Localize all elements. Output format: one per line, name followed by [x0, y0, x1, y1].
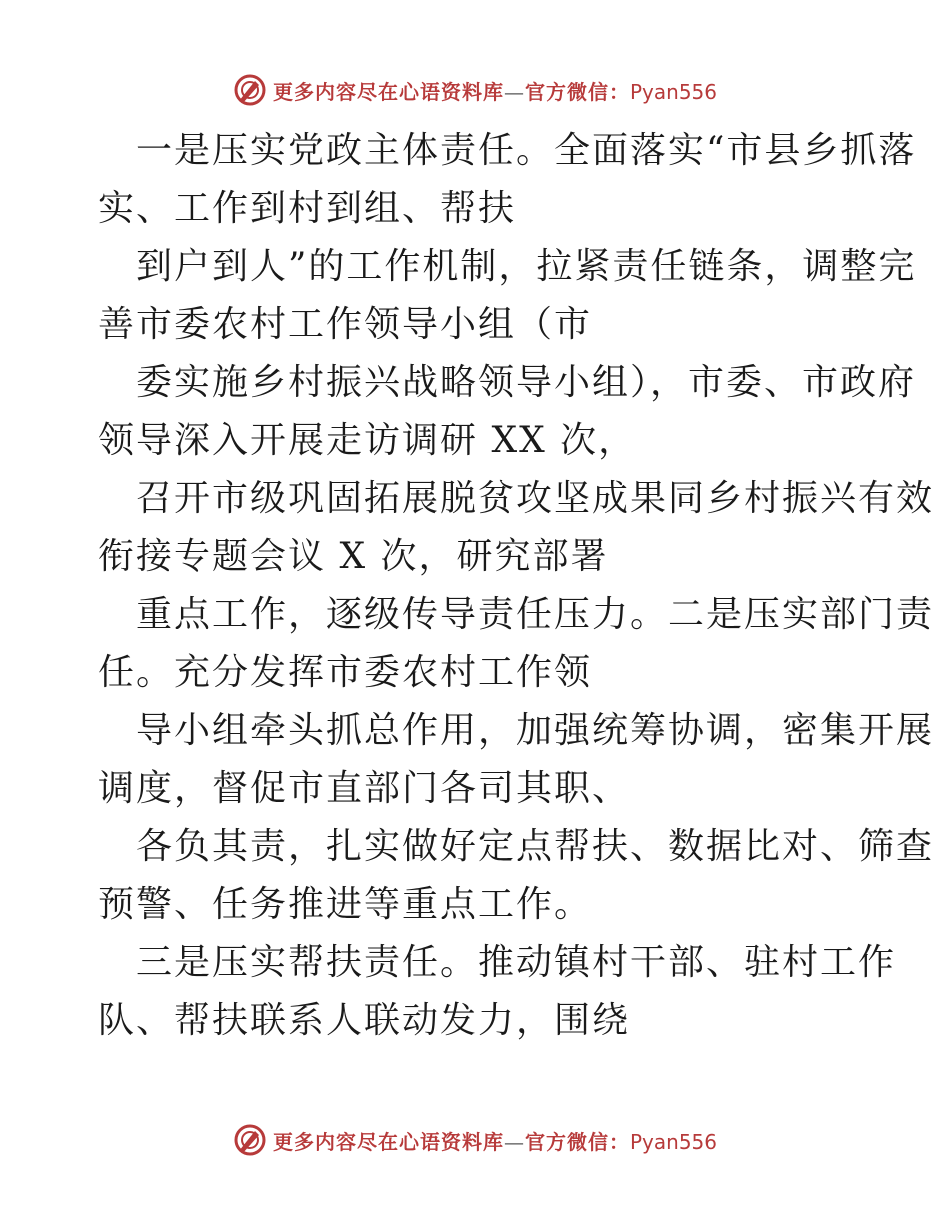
text-line: 实、工作到村到组、帮扶 [98, 188, 517, 229]
text-line: 领导深入开展走访调研 XX 次， [98, 420, 637, 461]
text-line: 到户到人”的工作机制，拉紧责任链条，调整完 [136, 246, 917, 287]
header-watermark [0, 70, 950, 110]
text-line: 导小组牵头抓总作用，加强统筹协调，密集开展 [136, 710, 935, 751]
text-line: 各负其责，扎实做好定点帮扶、数据比对、筛查 [136, 826, 935, 867]
text-line: 一是压实党政主体责任。全面落实“市县乡抓落 [136, 130, 917, 171]
watermark-text: 更多内容尽在心语资料库—官方微信：Pyan556 [272, 1129, 717, 1154]
text-line: 队、帮扶联系人联动发力，围绕 [98, 1000, 631, 1041]
pen-logo-icon [233, 1123, 267, 1157]
footer-watermark [0, 1120, 950, 1160]
text-line: 委实施乡村振兴战略领导小组），市委、市政府 [136, 362, 917, 403]
watermark-text: 更多内容尽在心语资料库—官方微信：Pyan556 [272, 79, 717, 104]
text-line: 任。充分发挥市委农村工作领 [98, 652, 593, 693]
text-line: 重点工作，逐级传导责任压力。二是压实部门责 [136, 594, 935, 635]
text-line: 善市委农村工作领导小组（市 [98, 304, 593, 345]
text-line: 三是压实帮扶责任。推动镇村干部、驻村工作 [136, 942, 897, 983]
text-line: 调度，督促市直部门各司其职、 [98, 768, 631, 809]
document-body [98, 122, 935, 1050]
text-line: 预警、任务推进等重点工作。 [98, 884, 593, 925]
text-line: 衔接专题会议 X 次，研究部署 [98, 536, 609, 577]
pen-logo-icon [233, 73, 267, 107]
text-line: 召开市级巩固拓展脱贫攻坚成果同乡村振兴有效 [136, 478, 935, 519]
